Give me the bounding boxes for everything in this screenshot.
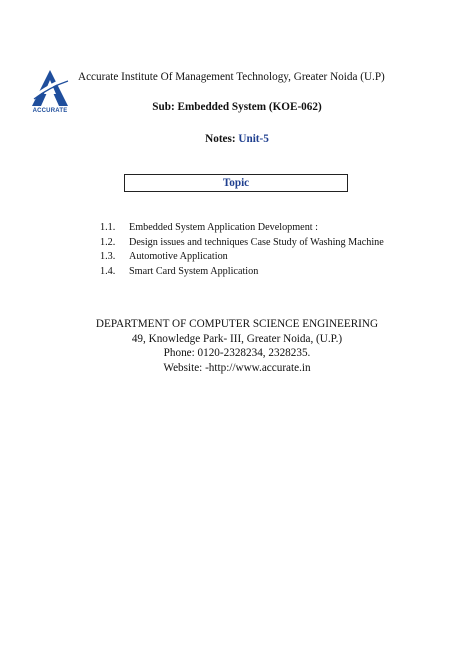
topic-number: 1.3. (100, 251, 116, 262)
topic-item (100, 265, 430, 280)
department-name: DEPARTMENT OF COMPUTER SCIENCE ENGINEERING (95, 318, 379, 330)
topic-text: Design issues and techniques Case Study of Washing Machine (129, 236, 384, 248)
subject-title: Sub: Embedded System (KOE-062) (152, 101, 322, 113)
topic-text: Automotive Application (129, 251, 228, 262)
institute-name: Accurate Institute Of Management Technology, Greater Noida (U.P) (78, 71, 385, 83)
topic-number: 1.2. (100, 236, 116, 248)
department-footer (0, 317, 474, 376)
topic-number: 1.4. (100, 265, 116, 277)
topic-item (100, 250, 430, 265)
notes-heading (0, 133, 474, 145)
topic-text: Smart Card System Application (129, 265, 259, 277)
topic-number: 1.1. (100, 222, 116, 233)
notes-label: Notes: (205, 133, 239, 145)
topic-text: Embedded System Application Development : (129, 222, 319, 233)
topic-item (100, 221, 430, 236)
department-phone: Phone: 0120-2328234, 2328235. (163, 347, 311, 360)
department-website: Website: -http://www.accurate.in (163, 362, 311, 375)
notes-unit: Unit-5 (238, 133, 269, 145)
topic-item (100, 236, 430, 251)
department-address: 49, Knowledge Park- III, Greater Noida, (U.P.) (131, 332, 343, 345)
topic-list (100, 221, 430, 279)
topic-box: Topic (124, 174, 348, 192)
logo-text: ACCURATE (32, 108, 68, 114)
